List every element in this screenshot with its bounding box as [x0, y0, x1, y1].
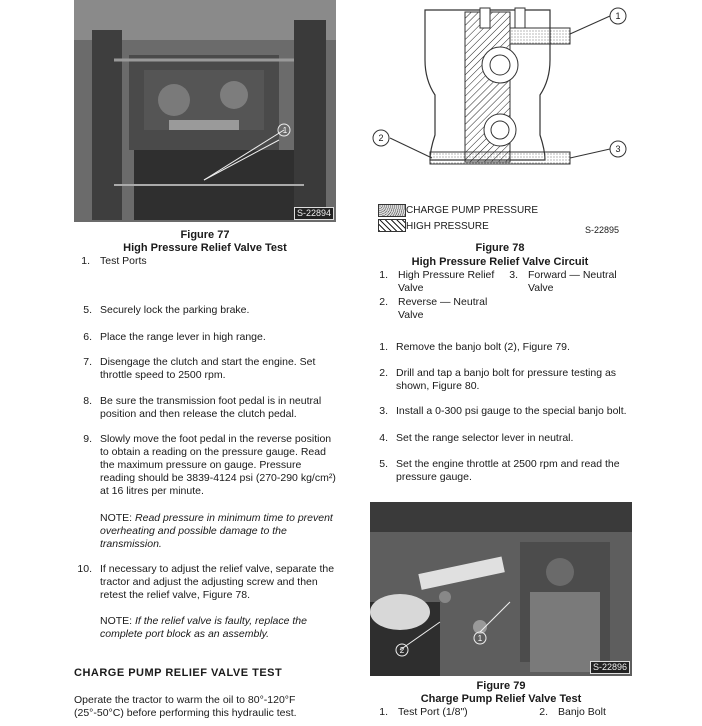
legend-hatch-swatch [378, 219, 406, 232]
figure-79-item-2: 2. Banjo Bolt [539, 706, 606, 718]
note-overheating: NOTE: Read pressure in minimum time to prevent overheating and possible damage to the transmission. [100, 512, 333, 550]
figure-79-photo [370, 502, 632, 676]
step-5: 5. Securely lock the parking brake. [83, 304, 250, 316]
photo-callout-2: 2 [399, 646, 405, 655]
figure-77-photo [74, 0, 336, 222]
r-step-4: 4. Set the range selector lever in neutral. [379, 432, 574, 444]
step-10: 10. If necessary to adjust the relief valve, separate the tractor and adjust the adjusting screw and then retest the relief valve, Figure 78. [77, 563, 335, 601]
legend-dots-swatch [378, 204, 406, 217]
figure-77-number: Figure 77 [180, 229, 230, 241]
figure-77-legend-item: 1. Test Ports [81, 255, 147, 267]
figure-78-number: Figure 78 [475, 242, 525, 254]
callout-1: 1 [615, 11, 621, 21]
figure-code-badge: S-22894 [294, 207, 334, 220]
legend-charge-pressure: CHARGE PUMP PRESSURE [406, 205, 539, 216]
callout-1: 1 [282, 126, 288, 135]
callout-3: 3 [615, 144, 621, 154]
figure-78-item-2: 2. Reverse — Neutral Valve [379, 296, 488, 321]
section-intro: Operate the tractor to warm the oil to 80°-120°F (25°-50°C) before performing this hydraulic test. [74, 694, 297, 719]
figure-79-title: Charge Pump Relief Valve Test [420, 693, 582, 705]
tractor-transmission-photo [74, 0, 336, 222]
legend-high-pressure: HIGH PRESSURE [406, 221, 489, 232]
step-7: 7. Disengage the clutch and start the engine. Set throttle speed to 2500 rpm. [83, 356, 316, 381]
r-step-3: 3. Install a 0-300 psi gauge to the special banjo bolt. [379, 405, 627, 417]
figure-79-number: Figure 79 [476, 680, 526, 692]
figure-77-title: High Pressure Relief Valve Test [123, 242, 287, 254]
figure-78-item-3: 3. Forward — Neutral Valve [509, 269, 617, 294]
figure-78-title: High Pressure Relief Valve Circuit [411, 256, 589, 268]
section-heading: CHARGE PUMP RELIEF VALVE TEST [74, 667, 283, 679]
figure-79-code-badge: S-22896 [590, 661, 630, 674]
r-step-1: 1. Remove the banjo bolt (2), Figure 79. [379, 341, 570, 353]
r-step-2: 2. Drill and tap a banjo bolt for pressure testing as shown, Figure 80. [379, 367, 617, 392]
r-step-5: 5. Set the engine throttle at 2500 rpm and read the pressure gauge. [379, 458, 620, 483]
figure-79-item-1: 1. Test Port (1/8") [379, 706, 468, 718]
figure-78-code: S-22895 [585, 225, 620, 235]
step-8: 8. Be sure the transmission foot pedal is in neutral position and then release the clutch pedal. [83, 395, 322, 420]
relief-valve-circuit-diagram [370, 0, 635, 196]
step-6: 6. Place the range lever in high range. [83, 331, 266, 343]
step-9: 9. Slowly move the foot pedal in the reverse position to obtain a reading on the pressure gauge. Read the maximum pressure on gauge. Pressure reading should be 3839-4124 psi (270-290 kg/cm²) at 16 litres per minute. [83, 433, 336, 497]
figure-78-item-1: 1. High Pressure Relief Valve [379, 269, 495, 294]
callout-2: 2 [378, 133, 384, 143]
charge-pump-photo [370, 502, 632, 676]
note-faulty-valve: NOTE: If the relief valve is faulty, replace the complete port block as an assembly. [100, 615, 307, 640]
photo-callout-1: 1 [477, 634, 483, 643]
